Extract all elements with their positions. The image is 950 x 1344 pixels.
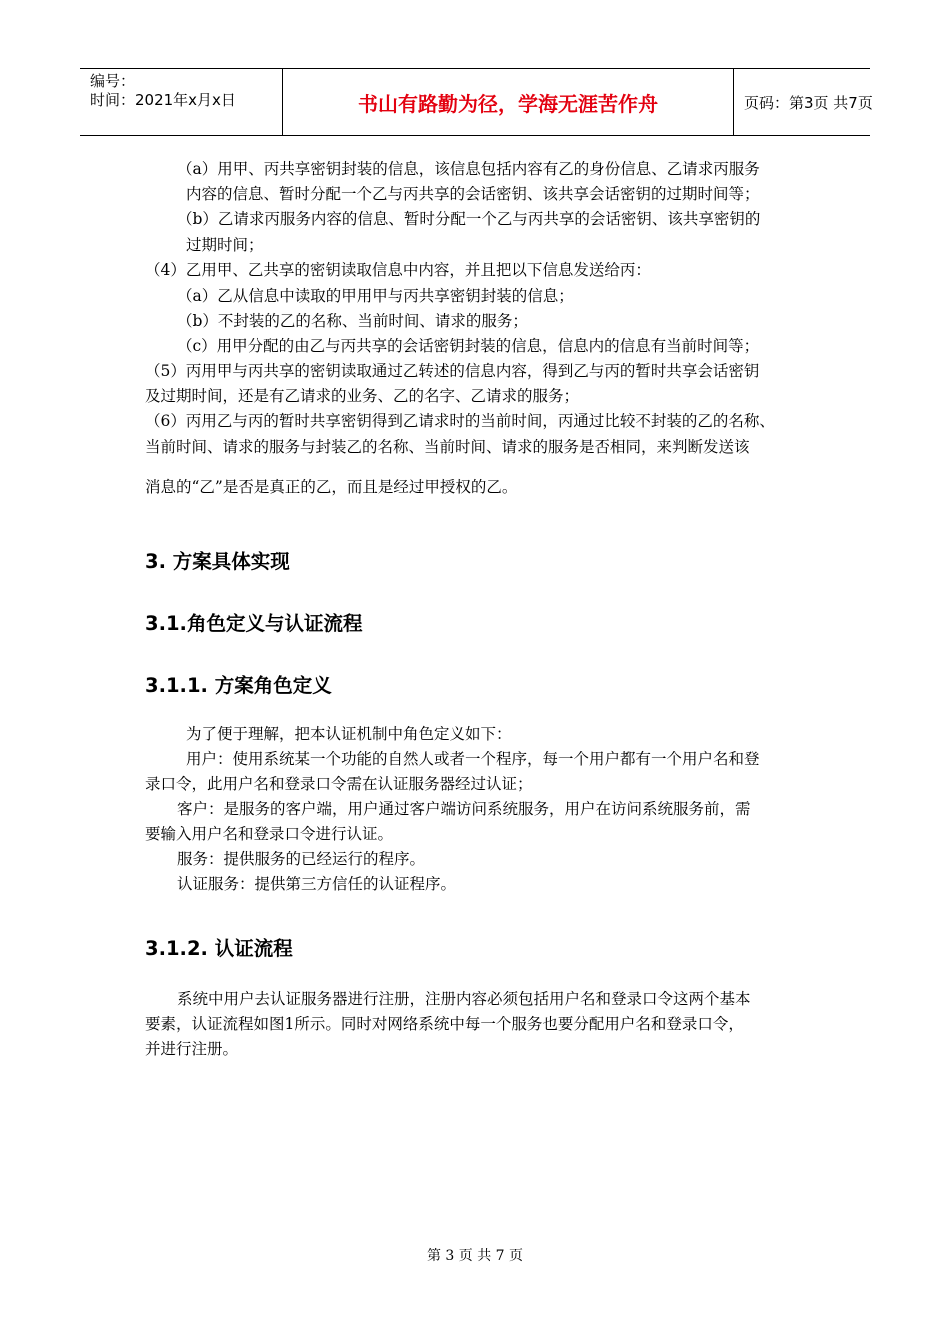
section-3-1-heading: 3.1.角色定义与认证流程 — [145, 612, 363, 635]
time-label: 时间：2021年x月x日 — [90, 91, 236, 109]
body-line: （c）用甲分配的由乙与丙共享的会话密钥封装的信息，信息内的信息有当前时间等； — [177, 337, 760, 355]
motto-text: 书山有路勤为径，学海无涯苦作舟 — [358, 92, 658, 116]
body-line: 过期时间； — [186, 236, 264, 254]
header-motto-cell — [282, 69, 734, 135]
section-3-1-2-heading: 3.1.2. 认证流程 — [145, 937, 293, 960]
section-3-1-1-heading: 3.1.1. 方案角色定义 — [145, 674, 332, 697]
body-line: 要输入用户名和登录口令进行认证。 — [145, 825, 394, 843]
header-page-cell — [734, 69, 873, 135]
body-line: 内容的信息、暂时分配一个乙与丙共享的会话密钥、该共享会话密钥的过期时间等； — [186, 185, 760, 203]
body-line: （5）丙用甲与丙共享的密钥读取通过乙转述的信息内容，得到乙与丙的暂时共享会话密钥 — [145, 362, 760, 380]
body-line: 认证服务：提供第三方信任的认证程序。 — [177, 875, 457, 893]
body-line: （b）不封装的乙的名称、当前时间、请求的服务； — [177, 312, 528, 330]
body-line: 为了便于理解，把本认证机制中角色定义如下： — [186, 725, 512, 743]
serial-label: 编号： — [90, 72, 136, 90]
body-line: （b）乙请求丙服务内容的信息、暂时分配一个乙与丙共享的会话密钥、该共享密钥的 — [177, 210, 761, 228]
body-line: 并进行注册。 — [145, 1040, 239, 1058]
body-line: 消息的“乙”是否是真正的乙，而且是经过甲授权的乙。 — [145, 478, 518, 496]
body-line: 要素，认证流程如图1所示。同时对网络系统中每一个服务也要分配用户名和登录口令， — [145, 1015, 744, 1033]
section-3-heading: 3. 方案具体实现 — [145, 550, 290, 573]
body-line: （a）用甲、丙共享密钥封装的信息，该信息包括内容有乙的身份信息、乙请求丙服务 — [177, 160, 760, 178]
body-line: 用户：使用系统某一个功能的自然人或者一个程序，每一个用户都有一个用户名和登 — [186, 750, 760, 768]
page-header — [80, 68, 873, 136]
body-line: 及过期时间，还是有乙请求的业务、乙的名字、乙请求的服务； — [145, 387, 580, 405]
body-line: 系统中用户去认证服务器进行注册，注册内容必须包括用户名和登录口令这两个基本 — [177, 990, 751, 1008]
body-line: 服务：提供服务的已经运行的程序。 — [177, 850, 426, 868]
body-line: 当前时间、请求的服务与封装乙的名称、当前时间、请求的服务是否相同，来判断发送该 — [145, 438, 750, 456]
body-line: （6）丙用乙与丙的暂时共享密钥得到乙请求时的当前时间，丙通过比较不封装的乙的名称、 — [145, 412, 775, 430]
body-line: 客户：是服务的客户端，用户通过客户端访问系统服务，用户在访问系统服务前，需 — [177, 800, 751, 818]
page-footer: 第 3 页 共 7 页 — [426, 1248, 524, 1264]
body-line: 录口令，此用户名和登录口令需在认证服务器经过认证； — [145, 775, 533, 793]
body-line: （4）乙用甲、乙共享的密钥读取信息中内容，并且把以下信息发送给丙： — [145, 261, 651, 279]
body-line: （a）乙从信息中读取的甲用甲与丙共享密钥封装的信息； — [177, 287, 574, 305]
page-info: 页码：第3页 共7页 — [744, 94, 873, 112]
header-meta-cell — [80, 69, 282, 135]
